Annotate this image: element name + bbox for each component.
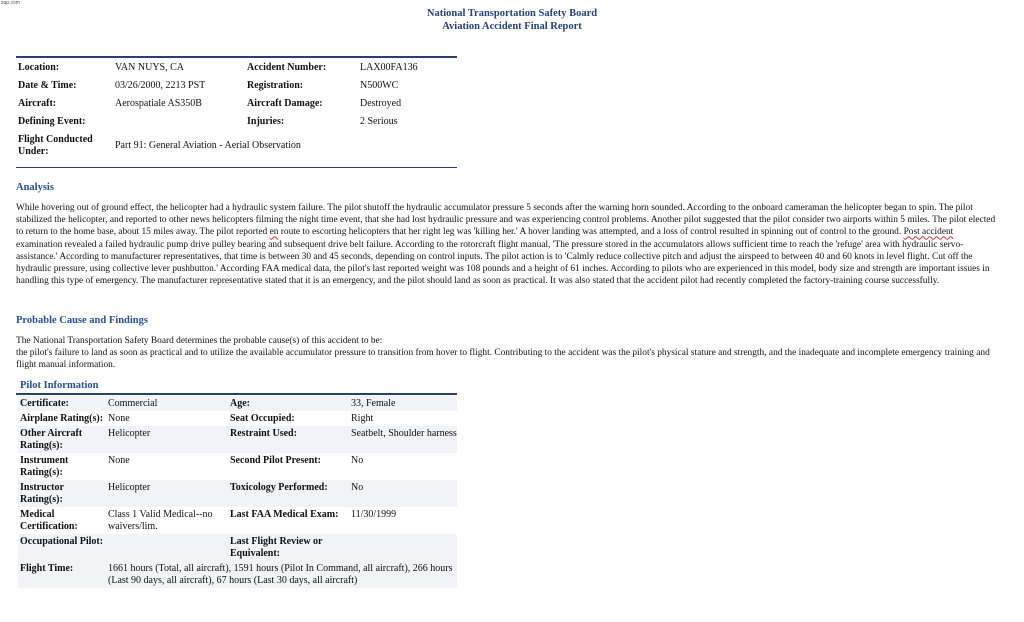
summary-row: [18, 62, 460, 80]
pilot-field-label: Other Aircraft Rating(s):: [18, 426, 106, 453]
pilot-info-row: [18, 480, 457, 507]
datetime-value: 03/26/2000, 2213 PST: [115, 80, 206, 91]
agency-title: National Transportation Safety Board: [426, 8, 598, 19]
summary-row: [18, 80, 460, 98]
analysis-text-part: route to escorting helicopters that her right leg was 'killing her.' A hover landing was attempted, and a loss of control resulted in spinning out of control to the ground.: [278, 227, 904, 238]
location-value: VAN NUYS, CA: [115, 62, 184, 73]
spelling-flag: en: [269, 227, 279, 238]
pilot-info-row: [18, 534, 457, 561]
pilot-info-row: [18, 396, 457, 411]
accident-number-label: Accident Number:: [247, 62, 327, 73]
pilot-info-row: [18, 411, 457, 426]
flight-time-row: [18, 561, 457, 588]
summary-row: [18, 98, 460, 116]
aircraft-value: Aerospatiale AS350B: [115, 98, 202, 109]
registration-label: Registration:: [247, 80, 304, 91]
pilot-field-label: Toxicology Performed:: [228, 480, 349, 507]
analysis-title: Analysis: [16, 182, 54, 193]
summary-bottom-rule: [16, 167, 457, 168]
pilot-field-value: Seatbelt, Shoulder harness: [349, 426, 457, 453]
analysis-text: [16, 202, 1000, 287]
datetime-label: Date & Time:: [18, 80, 77, 91]
pilot-field-label: Occupational Pilot:: [18, 534, 106, 561]
summary-table: [18, 62, 460, 158]
pilot-field-label: Last Flight Review or Equivalent:: [228, 534, 349, 561]
pilot-field-label: Certificate:: [18, 396, 106, 411]
pilot-field-label: Last FAA Medical Exam:: [230, 509, 339, 520]
pilot-field-value: No: [351, 455, 364, 466]
pilot-top-rule: [16, 393, 457, 395]
pilot-field-label: Restraint Used:: [228, 426, 349, 453]
pilot-info-row: [18, 453, 457, 480]
injuries-value: 2 Serious: [360, 116, 398, 127]
pilot-field-label: Airplane Rating(s):: [20, 413, 104, 424]
pilot-field-value: None: [108, 455, 130, 466]
pilot-field-label: Age:: [228, 396, 349, 411]
corner-label: zap.com: [1, 0, 20, 6]
damage-value: Destroyed: [360, 98, 402, 109]
damage-label: Aircraft Damage:: [247, 98, 323, 109]
injuries-label: Injuries:: [247, 116, 285, 127]
flight-time-value: 1661 hours (Total, all aircraft), 1591 hours (Pilot In Command, all aircraft), 266 hours (Last 90 days, all aircraft), 67 hours (Last 30 days, all aircraft): [106, 561, 457, 588]
probable-cause-title: Probable Cause and Findings: [16, 315, 148, 326]
flight-conducted-value: Part 91: General Aviation - Aerial Observation: [115, 140, 301, 151]
pilot-field-value: Helicopter: [106, 426, 228, 453]
pilot-info-title: Pilot Information: [20, 380, 99, 391]
registration-value: N500WC: [360, 80, 399, 91]
pilot-field-label: Second Pilot Present:: [230, 455, 321, 466]
pilot-field-label: Instrument Rating(s):: [20, 455, 69, 478]
probable-cause-intro: The National Transportation Safety Board determines the probable cause(s) of this accident to be:: [16, 336, 383, 346]
pilot-field-value: Commercial: [106, 396, 228, 411]
analysis-text-part: examination revealed a failed hydraulic pump drive pulley bearing and subsequent drive belt failure. According to the rotorcraft flight manual, 'The pressure stored in the accumulators allows sufficient time to reach the 'refuge' area with hydraulic servo-assistance.' According to manufacturer representatives, that time is between 30 and 45 seconds, depending on control inputs. The pilot action is to 'Calmly reduce collective pitch and adjust the airspeed to between 40 and 60 knots in level flight. Cut off the hydraulic pressure, using collective lever pushbutton.' According FAA medical data, the pilot's last reported weight was 108 pounds and a height of 61 inches. According to pilots who are experienced in this model, body size and strength are important issues in handling this type of emergency. The manufacturer representative stated that it is an emergency, and the pilot should land as soon as practical. It was also stated that the accident pilot had recently completed the factory-training course successfully.: [16, 239, 990, 287]
report-title: Aviation Accident Final Report: [442, 21, 582, 32]
pilot-info-table: [18, 396, 457, 588]
analysis-text-part: While hovering out of ground effect, the helicopter had a hydraulic system failure. The pilot shutoff the hydraulic accumulator pressure 5 seconds after the warning horn sounded. According to the onboard cameraman the helicopter began to spin. The pilot stabilized the helicopter, and reported to other news helicopters filming the night time event, that she had lost hydraulic pressure and was experiencing control problems. Another pilot suggested that the pilot consider two airports within 5 miles. The pilot elected to return to the home base, about 15 miles away. The pilot reported: [16, 203, 996, 238]
pilot-field-value: Class 1 Valid Medical--no waivers/lim.: [108, 509, 213, 532]
report-header: [0, 7, 1024, 33]
pilot-field-label: Seat Occupied:: [230, 413, 295, 424]
pilot-field-value: 33, Female: [349, 396, 457, 411]
pilot-field-label: Instructor Rating(s):: [18, 480, 106, 507]
defining-event-value: [115, 116, 247, 134]
probable-cause-text: the pilot's failure to land as soon as practical and to utilize the available accumulator pressure to transition from hover to flight. Contributing to the accident was the pilot's physical stature and strength, and the inadequate and incomplete emergency training and flight manual information.: [16, 348, 990, 371]
pilot-field-value: [106, 534, 228, 561]
summary-top-rule: [16, 56, 457, 58]
accident-number-value: LAX00FA136: [360, 62, 418, 73]
pilot-field-value: Helicopter: [106, 480, 228, 507]
summary-row: [18, 134, 460, 158]
pilot-info-row: [18, 426, 457, 453]
pilot-field-label: Medical Certification:: [20, 509, 78, 532]
location-label: Location:: [18, 62, 60, 73]
defining-event-label: Defining Event:: [18, 116, 86, 127]
pilot-field-value: Right: [351, 413, 374, 424]
pilot-field-value: [349, 534, 457, 561]
spelling-flag: Post accident: [903, 227, 954, 238]
pilot-info-row: [18, 507, 457, 534]
flight-conducted-label: Flight Conducted Under:: [18, 134, 93, 157]
pilot-field-value: 11/30/1999: [351, 509, 397, 520]
summary-row: [18, 116, 460, 134]
aircraft-label: Aircraft:: [18, 98, 57, 109]
pilot-field-value: None: [108, 413, 130, 424]
pilot-field-value: No: [349, 480, 457, 507]
flight-time-label: Flight Time:: [18, 561, 106, 588]
